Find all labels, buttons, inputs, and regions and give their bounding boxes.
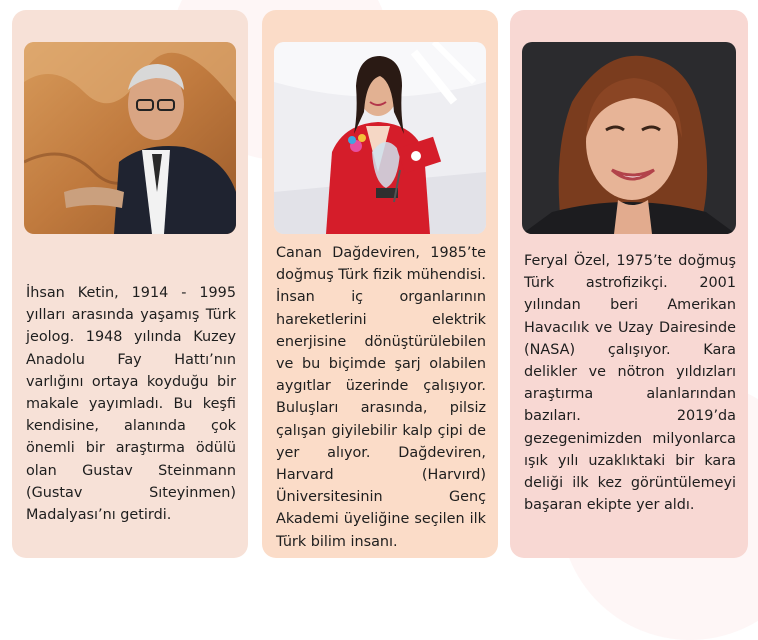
scientist-card-ihsan-ketin: [12, 10, 248, 558]
biography-text: İhsan Ketin, 1914 - 1995 yılları arasında yaşamış Türk jeolog. 1948 yılında Kuzey Anadolu Fay Hattı’nın varlığını ortaya koyduğu bir makale yayımladı. Bu keşfi kendisine, alanında çok önemli bir araştırma ödülü olan Gustav Steinmann (Gustav Sıteyinmen) Madalyası’nı getirdi.: [26, 285, 236, 524]
biography-text: Feryal Özel, 1975’te doğmuş Türk astrofizikçi. 2001 yılından beri Amerikan Havacılık ve Uzay Dairesinde (NASA) çalışıyor. Kara delikler ve nötron yıldızları araştırma alanlarından bazıları. 2019’da gezegenimizden milyonlarca ışık yılı uzaklıktaki bir kara deliği ilk kez görüntülemeyi başaran ekipte yer aldı.: [524, 253, 736, 514]
portrait-woman-award-photo: [274, 42, 486, 234]
scientist-card-feryal-ozel: [510, 10, 748, 558]
portrait-elderly-man-photo: [24, 42, 236, 234]
scientist-card-canan-dagdeviren: [262, 10, 498, 558]
biography-text: Canan Dağdeviren, 1985’te doğmuş Türk fizik mühendisi. İnsan iç organlarının hareketlerini elektrik enerjisine dönüştürülebilen ve bu biçimde şarj olabilen aygıtlar üzerinde çalışıyor. Buluşları arasında, pilsiz çalışan giyilebilir kalp çipi de yer alıyor. Dağdeviren, Harvard (Harvırd) Üniversitesinin Genç Akademi üyeliğine seçilen ilk Türk bilim insanı.: [276, 245, 487, 550]
portrait-woman-smiling-photo: [522, 42, 736, 234]
